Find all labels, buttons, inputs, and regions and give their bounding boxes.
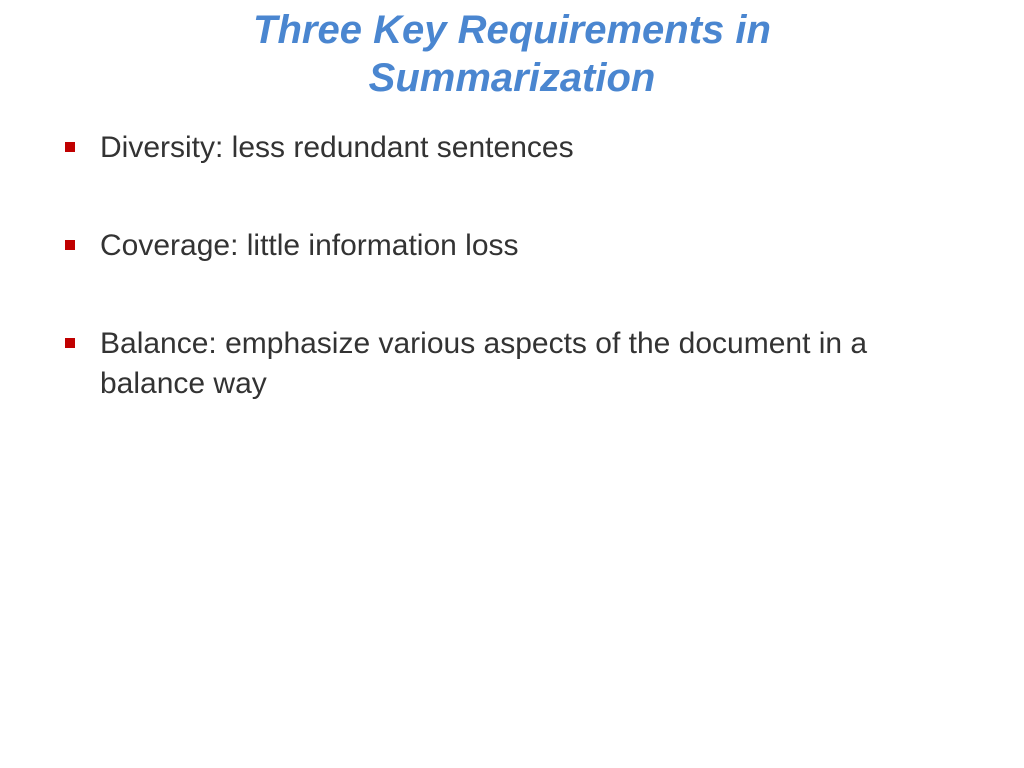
bullet-list [62,128,962,462]
bullet-item-coverage [62,226,962,266]
bullet-item-diversity [62,128,962,168]
bullet-text: Diversity: less redundant sentences [100,131,574,164]
square-bullet-icon [65,240,75,250]
square-bullet-icon [65,142,75,152]
bullet-text: Coverage: little information loss [100,229,519,262]
slide-title-line-1: Three Key Requirements in [253,8,771,52]
slide-title [0,6,1024,102]
bullet-text: Balance: emphasize various aspects of the document in a balance way [100,327,868,400]
square-bullet-icon [65,338,75,348]
bullet-item-balance [62,324,962,404]
slide-title-line-2: Summarization [368,56,656,100]
